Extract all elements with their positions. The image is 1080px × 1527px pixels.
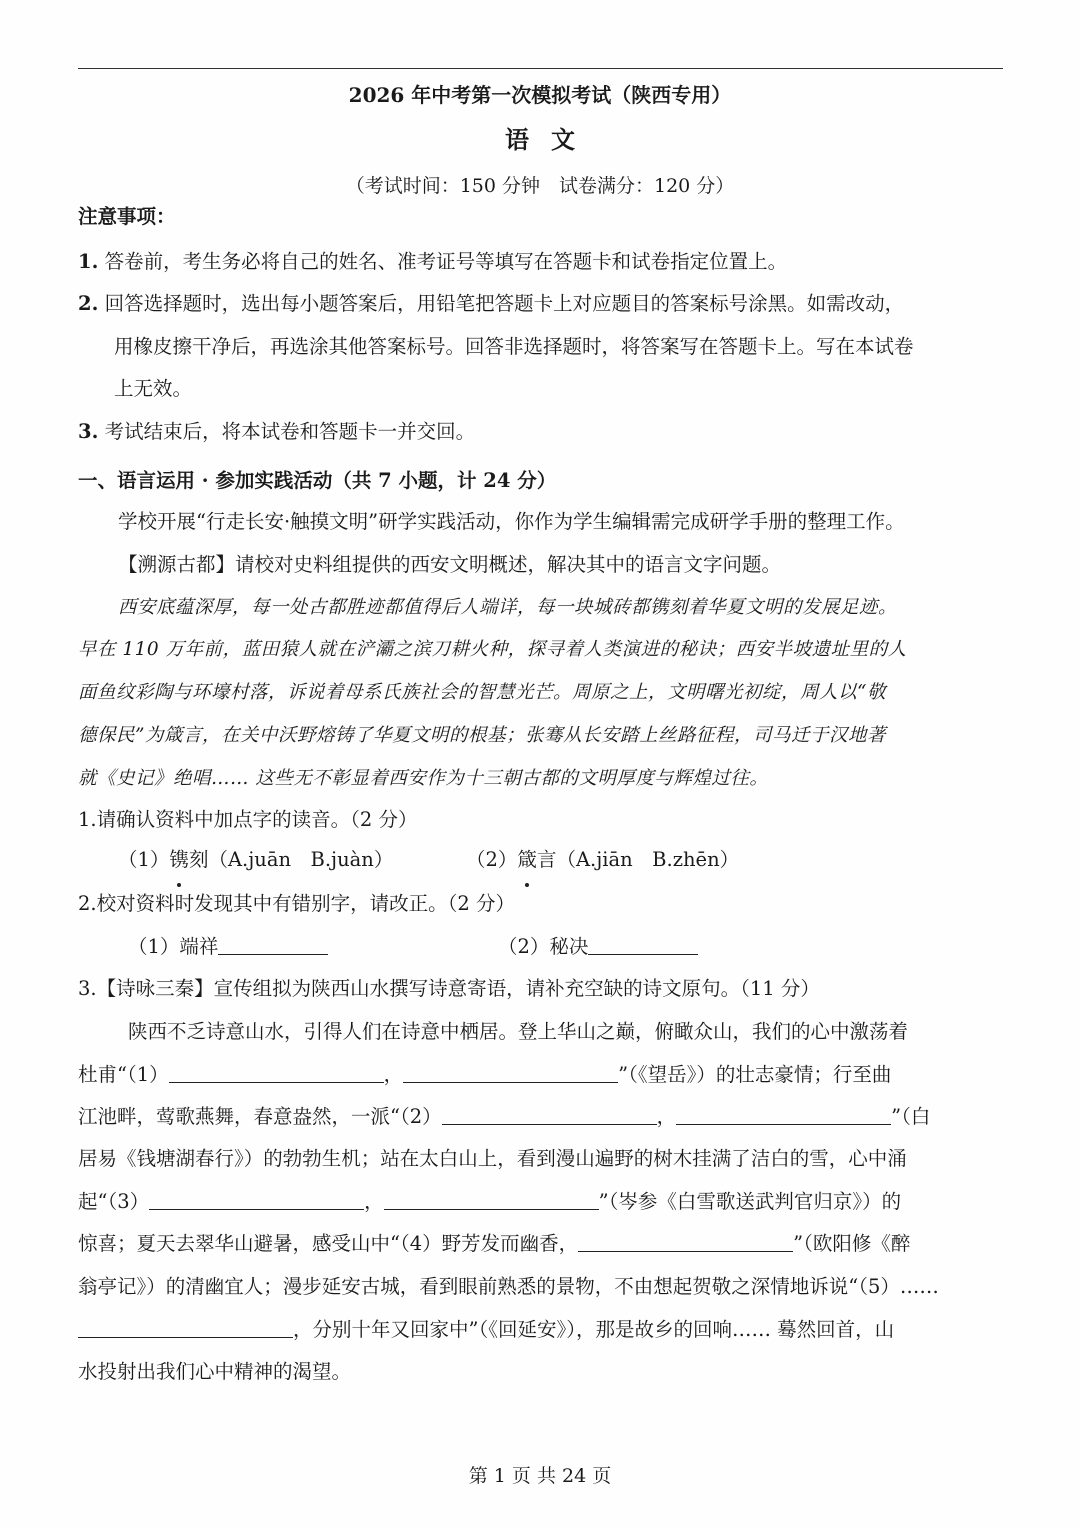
poem-text: ， (656, 1105, 677, 1128)
task-heading: 【溯源古都】请校对史料组提供的西安文明概述，解决其中的语言文字问题。 (118, 553, 782, 576)
question-2-item-2 (498, 925, 698, 968)
option-num: （1） (118, 848, 170, 871)
notice-num: 1. (78, 250, 99, 273)
answer-blank[interactable] (588, 932, 698, 955)
question-1-option-2 (466, 838, 739, 881)
poem-text: 起“（3） (78, 1190, 150, 1213)
question-2-stem: 2.校对资料时发现其中有错别字，请改正。（2 分） (78, 892, 515, 915)
passage-line: 德保民”为箴言，在关中沃野熔铸了华夏文明的根基；张骞从长安踏上丝路征程，司马迁于汉地著 (78, 725, 886, 746)
answer-blank[interactable] (578, 1229, 793, 1252)
answer-blank[interactable] (149, 1187, 364, 1210)
poem-text: ”（欧阳修《醉 (793, 1232, 911, 1255)
poem-text: 惊喜；夏天去翠华山避暑，感受山中“（4）野芳发而幽香， (78, 1232, 579, 1255)
poem-text: ， (364, 1190, 384, 1213)
notice-text: 答卷前，考生务必将自己的姓名、准考证号等填写在答题卡和试卷指定位置上。 (104, 250, 788, 273)
notice-text: 考试结束后，将本试卷和答题卡一并交回。 (104, 420, 476, 443)
poem-text: ， (383, 1063, 404, 1086)
poem-text: ”（《望岳》）的壮志豪情；行至曲 (618, 1063, 892, 1086)
option-num: （2） (466, 848, 518, 871)
notice-item-3 (78, 410, 475, 453)
poem-line (78, 1180, 901, 1223)
option-text: 刻（A.juān B.juàn） (188, 848, 394, 871)
question-1-stem: 1.请确认资料中加点字的读音。（2 分） (78, 808, 418, 831)
exam-title: 2026 年中考第一次模拟考试（陕西专用） (348, 83, 732, 107)
passage-line: 西安底蕴深厚，每一处古都胜迹都值得后人端详，每一块城砖都镌刻着华夏文明的发展足迹。 (118, 597, 898, 618)
notice-heading: 注意事项： (78, 205, 176, 228)
question-2-item-1 (128, 925, 328, 968)
dotted-char: 箴 (517, 838, 537, 881)
notice-text: 用橡皮擦干净后，再选涂其他答案标号。回答非选择题时，将答案写在答题卡上。写在本试卷 (114, 335, 914, 358)
poem-line (78, 1222, 910, 1265)
header-rule (78, 68, 1003, 69)
answer-blank[interactable] (403, 1060, 618, 1083)
poem-line (78, 1308, 894, 1351)
poem-text: ”（岑参《白雪歌送武判官归京》）的 (598, 1190, 902, 1213)
notice-num: 2. (78, 292, 99, 315)
poem-line (78, 1095, 930, 1138)
answer-blank[interactable] (169, 1060, 384, 1083)
poem-line: 翁亭记》）的清幽宜人；漫步延安古城，看到眼前熟悉的景物，不由想起贺敬之深情地诉说“（5）…… (78, 1275, 939, 1298)
poem-line (78, 1053, 891, 1096)
exam-meta: （考试时间：150 分钟 试卷满分：120 分） (345, 175, 735, 197)
page-number: 第 1 页 共 24 页 (468, 1465, 612, 1487)
notice-text: 回答选择题时，选出每小题答案后，用铅笔把答题卡上对应题目的答案标号涂黑。如需改动， (104, 292, 905, 315)
section-heading: 一、语言运用 · 参加实践活动（共 7 小题，计 24 分） (78, 469, 557, 492)
question-1-option-1 (118, 838, 393, 881)
option-text: 言（A.jiān B.zhēn） (536, 848, 740, 871)
question-3-stem: 3.【诗咏三秦】宣传组拟为陕西山水撰写诗意寄语，请补充空缺的诗文原句。（11 分） (78, 977, 820, 1000)
answer-blank[interactable] (384, 1187, 599, 1210)
poem-text: ，分别十年又回家中”（《回延安》），那是故乡的回响…… 蓦然回首，山 (293, 1318, 895, 1341)
notice-item-2 (78, 282, 904, 325)
poem-text: 杜甫“（1） (78, 1063, 169, 1086)
notice-item-1 (78, 240, 787, 283)
poem-line: 水投射出我们心中精神的渴望。 (78, 1360, 352, 1383)
dotted-char: 镌 (169, 838, 189, 881)
poem-line: 居易《钱塘湖春行》）的勃勃生机；站在太白山上，看到漫山遍野的树木挂满了洁白的雪，心中涌 (78, 1147, 907, 1170)
answer-blank[interactable] (676, 1102, 891, 1125)
answer-blank[interactable] (218, 932, 328, 955)
poem-text: ”（白 (891, 1105, 931, 1128)
passage-line: 面鱼纹彩陶与环壕村落，诉说着母系氏族社会的智慧光芒。周原之上，文明曙光初绽，周人以“敬 (78, 682, 886, 703)
item-text: （2）秘决 (498, 935, 589, 958)
answer-blank[interactable] (78, 1315, 293, 1338)
poem-text: 江池畔，莺歌燕舞，春意盎然，一派“（2） (78, 1105, 442, 1128)
passage-line: 早在 110 万年前，蓝田猿人就在浐灞之滨刀耕火种，探寻着人类演进的秘诀；西安半坡遗址里的人 (78, 639, 907, 660)
passage-line: 就《史记》绝唱…… 这些无不彰显着西安作为十三朝古都的文明厚度与辉煌过往。 (78, 768, 769, 789)
poem-line: 陕西不乏诗意山水，引得人们在诗意中栖居。登上华山之巅，俯瞰众山，我们的心中激荡着 (128, 1020, 909, 1043)
section-intro: 学校开展“行走长安·触摸文明”研学实践活动，你作为学生编辑需完成研学手册的整理工作。 (118, 510, 905, 533)
notice-num: 3. (78, 420, 99, 443)
answer-blank[interactable] (442, 1102, 657, 1125)
subject-title: 语文 (505, 125, 597, 154)
item-text: （1）端祥 (128, 935, 219, 958)
notice-text: 上无效。 (114, 377, 193, 400)
